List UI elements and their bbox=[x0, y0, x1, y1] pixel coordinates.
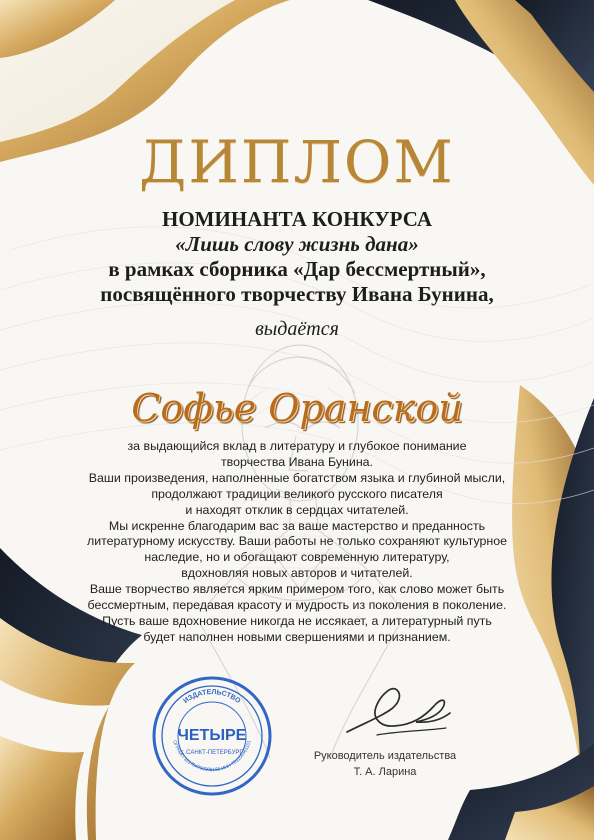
body-line: бессмертным, передавая красоту и мудрость из поколения в поколение. bbox=[87, 598, 507, 613]
body-line: творчества Ивана Бунина. bbox=[220, 454, 374, 469]
contest-name: «Лишь слову жизнь дана» bbox=[175, 232, 419, 256]
body-line: будет наполнен новыми свершениями и признанием. bbox=[143, 629, 451, 644]
publisher-stamp bbox=[148, 672, 276, 800]
director-signature bbox=[342, 682, 452, 744]
signature-name: Т. А. Ларина bbox=[353, 766, 417, 778]
nominee-heading: НОМИНАНТА КОНКУРСА bbox=[162, 207, 432, 231]
body-line: наследие, но и обогащают современную литературу, bbox=[144, 550, 450, 565]
stamp-registration: ОГРНИП 321784700005168 ИНН 781104461101 bbox=[171, 739, 253, 774]
body-line: литературному искусству. Ваши работы не только сохраняют культурное bbox=[86, 534, 508, 549]
issued-label: выдаётся bbox=[255, 318, 339, 340]
body-line: Пусть ваше вдохновение никогда не иссякает, а литературный путь bbox=[102, 613, 492, 628]
dedication-line: посвящённого творчеству Ивана Бунина, bbox=[100, 282, 494, 306]
body-line: Ваше творчество является ярким примером того, как слово может быть bbox=[89, 582, 505, 597]
body-line: Ваши произведения, наполненные богатством языка и глубиной мысли, bbox=[88, 470, 506, 485]
signature-role: Руководитель издательства bbox=[313, 750, 457, 762]
svg-text:ОГРНИП 321784700005168 ИНН 781 bbox=[171, 739, 253, 773]
signature-block bbox=[300, 748, 470, 780]
body-line: и находят отклик в сердцах читателей. bbox=[185, 502, 409, 517]
svg-text:ИЗДАТЕЛЬСТВО bbox=[182, 689, 241, 705]
diploma-body-text bbox=[52, 439, 542, 646]
collection-line: в рамках сборника «Дар бессмертный», bbox=[108, 257, 486, 281]
diploma-title: ДИПЛОМ bbox=[139, 128, 455, 196]
body-line: за выдающийся вклад в литературу и глубокое понимание bbox=[127, 439, 467, 453]
recipient-name: Софье Оранской bbox=[131, 386, 463, 430]
stamp-brand: ЧЕТЫРЕ bbox=[177, 727, 247, 744]
stamp-city: г. САНКТ-ПЕТЕРБУРГ bbox=[181, 750, 243, 756]
body-line: Мы искренне благодарим вас за ваше мастерство и преданность bbox=[108, 518, 486, 533]
stamp-top-text: ИЗДАТЕЛЬСТВО bbox=[182, 688, 242, 706]
body-line: вдохновляя новых авторов и читателей. bbox=[181, 566, 413, 581]
body-line: продолжают традиции великого русского писателя bbox=[151, 486, 443, 501]
